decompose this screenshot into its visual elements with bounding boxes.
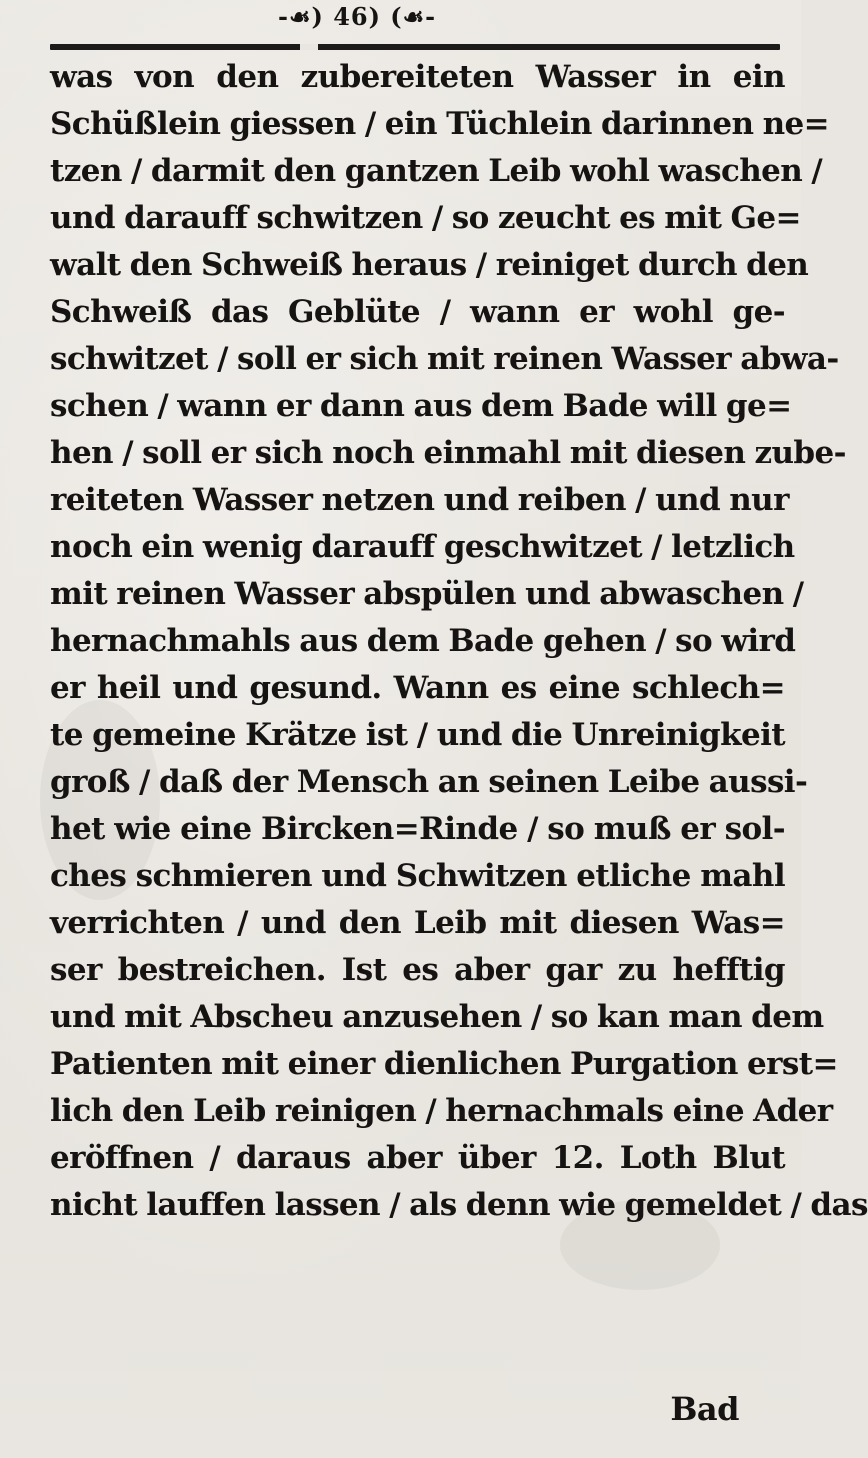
text-line: lich den Leib reinigen / hernachmals eine Ader: [50, 1093, 833, 1129]
page-number-marker: -☙) 46) (☙-: [278, 2, 437, 31]
text-line: groß / daß der Mensch an seinen Leibe aussi-: [50, 764, 808, 800]
text-line: eröffnen / daraus aber über 12. Loth Blut: [50, 1140, 785, 1176]
header-rule: [50, 44, 780, 50]
text-line: walt den Schweiß heraus / reiniget durch den: [50, 247, 809, 283]
text-line: te gemeine Krätze ist / und die Unreinigkeit: [50, 717, 785, 753]
text-line: verrichten / und den Leib mit diesen Was=: [50, 905, 785, 941]
catchword: Bad: [670, 1390, 739, 1428]
text-line: mit reinen Wasser abspülen und abwaschen /: [50, 576, 804, 612]
text-line: was von den zubereiteten Wasser in ein: [50, 59, 785, 95]
text-line: ser bestreichen. Ist es aber gar zu hefftig: [50, 952, 785, 988]
header-rule-gap: [300, 44, 318, 50]
text-line: ches schmieren und Schwitzen etliche mahl: [50, 858, 785, 894]
text-line: schen / wann er dann aus dem Bade will ge=: [50, 388, 792, 424]
text-line: Patienten mit einer dienlichen Purgation erst=: [50, 1046, 838, 1082]
text-line: hen / soll er sich noch einmahl mit diesen zube-: [50, 435, 846, 471]
text-line: noch ein wenig darauff geschwitzet / letzlich: [50, 529, 795, 565]
text-line: het wie eine Bircken=Rinde / so muß er sol-: [50, 811, 785, 847]
text-line: und darauff schwitzen / so zeucht es mit Ge=: [50, 200, 801, 236]
body-text: [50, 54, 868, 1229]
text-line: tzen / darmit den gantzen Leib wohl waschen /: [50, 153, 823, 189]
text-line: er heil und gesund. Wann es eine schlech=: [50, 670, 785, 706]
text-line: Schweiß das Geblüte / wann er wohl ge-: [50, 294, 785, 330]
text-line: Schüßlein giessen / ein Tüchlein darinnen ne=: [50, 106, 830, 142]
text-line: hernachmahls aus dem Bade gehen / so wird: [50, 623, 796, 659]
text-line: nicht lauffen lassen / als denn wie gemeldet / das: [50, 1187, 868, 1223]
page-header: [0, 0, 801, 60]
text-line: schwitzet / soll er sich mit reinen Wasser abwa-: [50, 341, 839, 377]
text-line: und mit Abscheu anzusehen / so kan man dem: [50, 999, 824, 1035]
text-line: reiteten Wasser netzen und reiben / und nur: [50, 482, 789, 518]
